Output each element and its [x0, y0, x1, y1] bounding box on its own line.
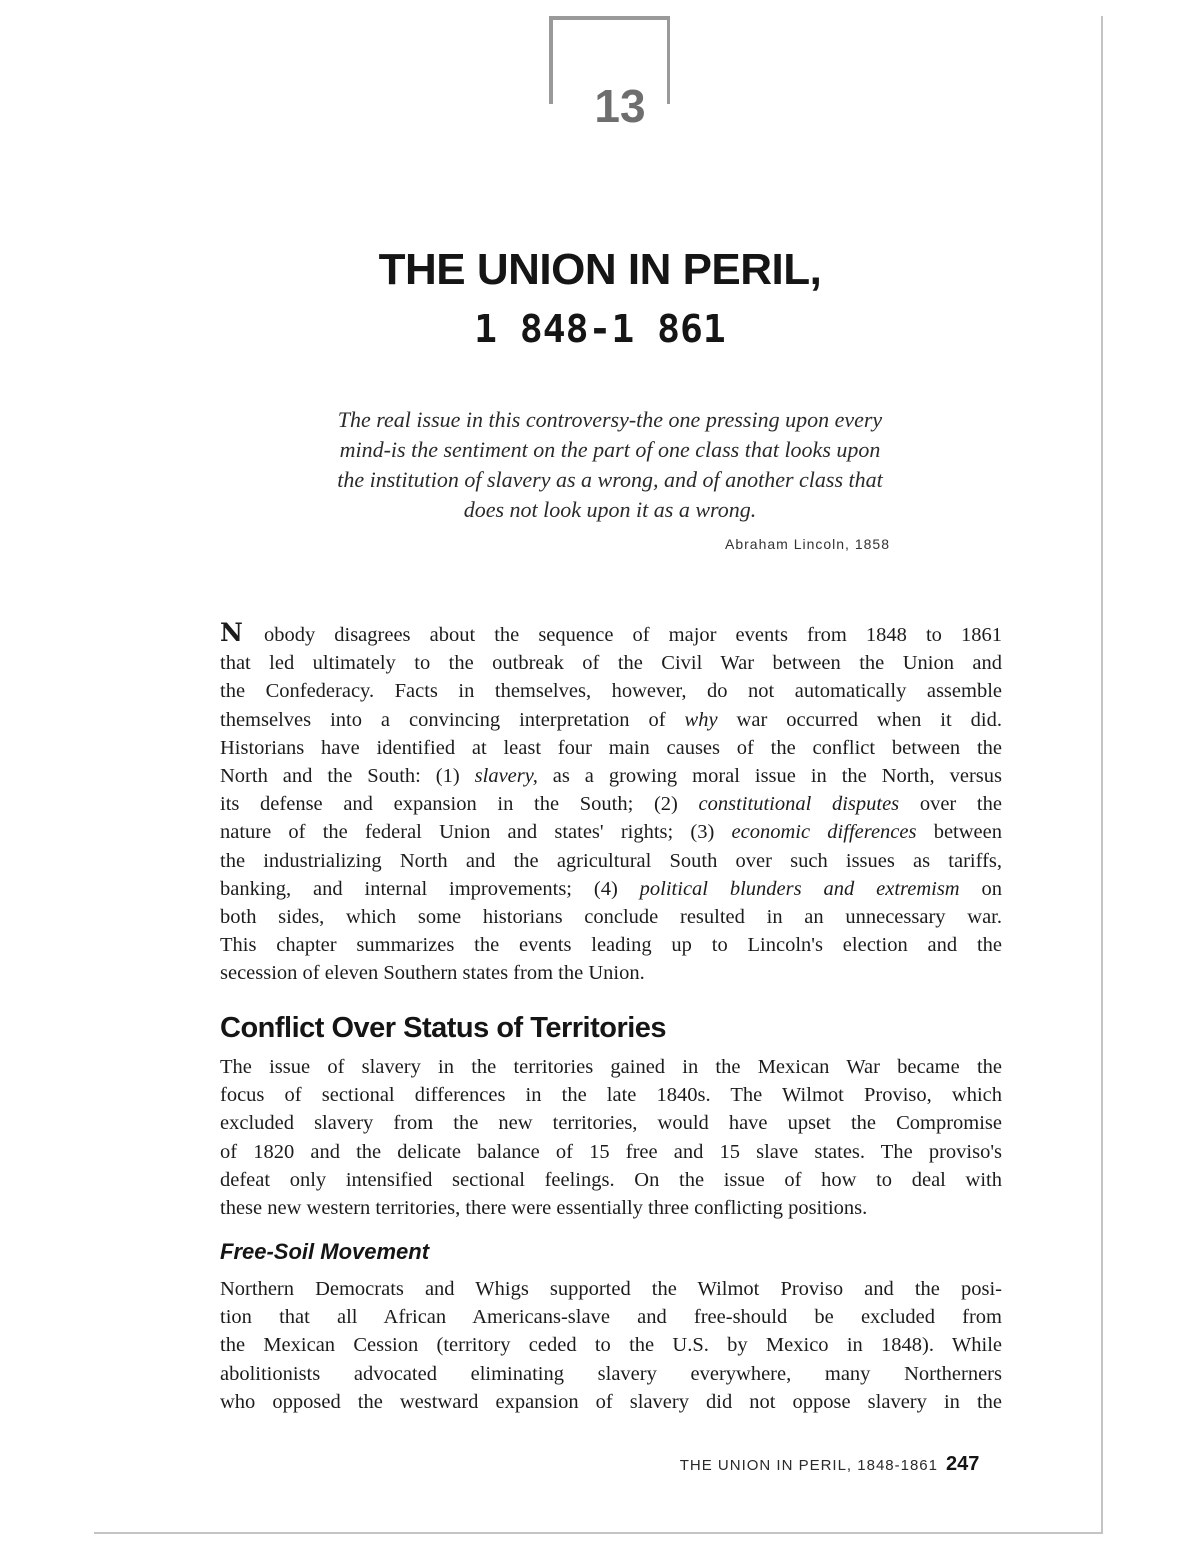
section-heading: Conflict Over Status of Territories [220, 1012, 667, 1044]
emphasis-text: constitutional disputes [698, 793, 900, 816]
chapter-dates: 1 848-1 861 [474, 307, 726, 351]
body-line: excluded slavery from the new territories, would have upset the Compromise [220, 1112, 1002, 1135]
text-run: that led ultimately to the outbreak of the Civil War between the Union and [220, 652, 1002, 675]
body-line [220, 903, 1002, 931]
text-run: the Confederacy. Facts in themselves, however, do not automatically assemble [220, 680, 1002, 703]
epigraph-line: mind-is the sentiment on the part of one class that looks upon [339, 437, 881, 462]
intro-paragraph [220, 619, 1002, 988]
page-frame-right [1101, 16, 1103, 1534]
text-run: This chapter summarizes the events leading up to Lincoln's election and the [220, 934, 1002, 957]
page-frame-bottom [94, 1532, 1103, 1534]
body-line [220, 959, 1002, 987]
epigraph-quote [290, 405, 930, 525]
body-line [220, 818, 1002, 846]
text-run: obody disagrees about the sequence of major events from 1848 to 1861 [263, 624, 1003, 646]
body-line [220, 790, 1002, 818]
body-line [220, 875, 1002, 903]
body-line [220, 677, 1002, 705]
chapter-title: THE UNION IN PERIL, [378, 245, 822, 294]
running-footer: THE UNION IN PERIL, 1848-1861 [679, 1457, 938, 1474]
body-line [220, 706, 1002, 734]
body-line: defeat only intensified sectional feelings. On the issue of how to deal with [220, 1168, 1002, 1191]
text-run: themselves into a convincing interpretation of [220, 708, 685, 731]
text-run: the industrializing North and the agricultural South over such issues as tariffs, [220, 849, 1002, 872]
epigraph-attribution: Abraham Lincoln, 1858 [725, 536, 890, 552]
text-run: on [959, 877, 1003, 900]
drop-cap: N [220, 618, 245, 647]
body-line: Northern Democrats and Whigs supported the Wilmot Proviso and the posi- [220, 1278, 1002, 1300]
body-line [220, 847, 1002, 875]
text-run: Historians have identified at least four main causes of the conflict between the [220, 736, 1002, 759]
body-line: abolitionists advocated eliminating slavery everywhere, many Northerners [220, 1362, 1002, 1385]
epigraph-line: The real issue in this controversy-the one pressing upon every [337, 407, 883, 432]
body-line: these new western territories, there were essentially three conflicting positions. [220, 1197, 868, 1220]
text-run: as a growing moral issue in the North, versus [537, 765, 1002, 788]
emphasis-text: economic differences [731, 821, 917, 844]
body-line: who opposed the westward expansion of slavery did not oppose slavery in the [220, 1390, 1002, 1413]
section-paragraph [220, 1053, 1002, 1222]
subsection-paragraph [220, 1275, 1002, 1416]
body-line [220, 649, 1002, 677]
text-run: North and the South: (1) [220, 765, 475, 788]
body-line: focus of sectional differences in the late 1840s. The Wilmot Proviso, which [220, 1084, 1002, 1107]
page-number: 247 [946, 1453, 980, 1475]
body-line [220, 619, 1002, 649]
epigraph-line: the institution of slavery as a wrong, and of another class that [337, 467, 883, 492]
emphasis-text: why [684, 708, 718, 731]
body-line [220, 734, 1002, 762]
body-line: of 1820 and the delicate balance of 15 free and 15 slave states. The proviso's [220, 1140, 1002, 1163]
epigraph-line: does not look upon it as a wrong. [463, 497, 757, 522]
text-run: its defense and expansion in the South; (2) [220, 793, 699, 816]
text-run: between [916, 821, 1002, 844]
emphasis-text: political blunders and extremism [639, 877, 960, 900]
emphasis-text: slavery, [474, 765, 538, 788]
body-line: tion that all African Americans-slave and free-should be excluded from [220, 1306, 1002, 1329]
body-line: the Mexican Cession (territory ceded to the U.S. by Mexico in 1848). While [220, 1334, 1002, 1357]
body-line [220, 762, 1002, 790]
chapter-number: 13 [594, 80, 646, 132]
text-run: nature of the federal Union and states' rights; (3) [220, 821, 732, 844]
body-line [220, 931, 1002, 959]
text-run: over the [899, 793, 1002, 816]
text-run: banking, and internal improvements; (4) [220, 877, 640, 900]
chapter-box-tick [667, 16, 670, 104]
subsection-heading: Free-Soil Movement [220, 1239, 430, 1264]
body-line: The issue of slavery in the territories gained in the Mexican War became the [220, 1056, 1002, 1078]
text-run: war occurred when it did. [717, 708, 1002, 731]
text-run: both sides, which some historians conclude resulted in an unnecessary war. [220, 906, 1002, 929]
text-run: secession of eleven Southern states from the Union. [220, 962, 645, 985]
